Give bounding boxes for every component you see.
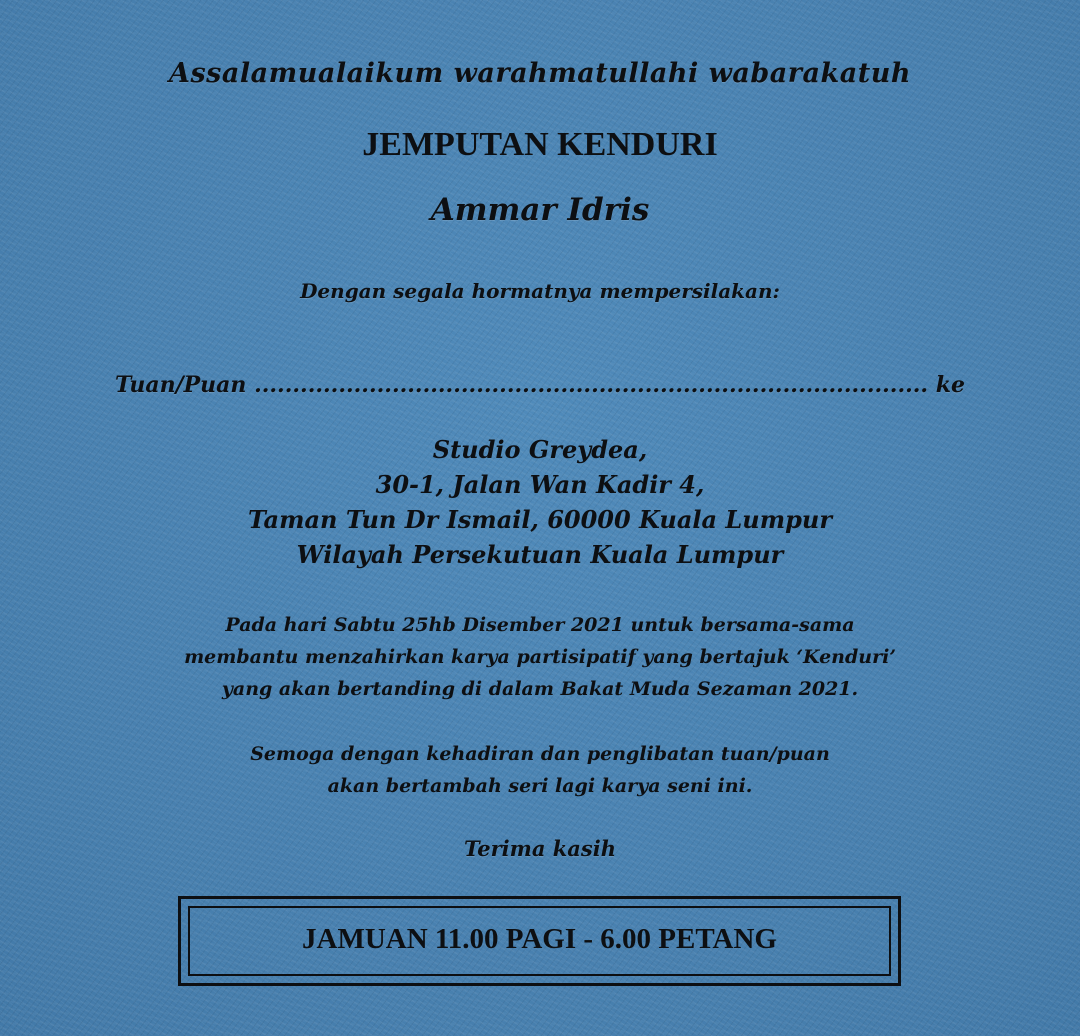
closing-line: akan bertambah seri lagi karya seni ini. — [327, 775, 753, 797]
intro-text: Dengan segala hormatnya mempersilakan: — [300, 279, 780, 303]
event-details-line: Pada hari Sabtu 25hb Disember 2021 untuk bersama-sama — [225, 614, 855, 636]
invitation-title: JEMPUTAN KENDURI — [362, 126, 718, 163]
event-details-paragraph — [0, 609, 1080, 705]
event-details-line: yang akan bertanding di dalam Bakat Muda Sezaman 2021. — [221, 678, 859, 700]
guest-name-line: Tuan/Puan ........................................................................................ ke — [115, 372, 965, 398]
address-line: 30-1, Jalan Wan Kadir 4, — [375, 470, 705, 499]
address-line: Taman Tun Dr Ismail, 60000 Kuala Lumpur — [247, 505, 832, 534]
address-line: Studio Greydea, — [432, 435, 648, 464]
closing-paragraph — [0, 738, 1080, 802]
thanks-text: Terima kasih — [464, 836, 616, 861]
banquet-time-frame — [178, 896, 901, 986]
host-name: Ammar Idris — [430, 192, 650, 228]
greeting-text: Assalamualaikum warahmatullahi wabarakatuh — [169, 58, 911, 89]
address-line: Wilayah Persekutuan Kuala Lumpur — [296, 540, 784, 569]
event-details-line: membantu menzahirkan karya partisipatif yang bertajuk ‘Kenduri’ — [184, 646, 896, 668]
closing-line: Semoga dengan kehadiran dan penglibatan tuan/puan — [250, 743, 830, 765]
banquet-time-text: JAMUAN 11.00 PAGI - 6.00 PETANG — [302, 923, 777, 955]
venue-address — [0, 432, 1080, 572]
